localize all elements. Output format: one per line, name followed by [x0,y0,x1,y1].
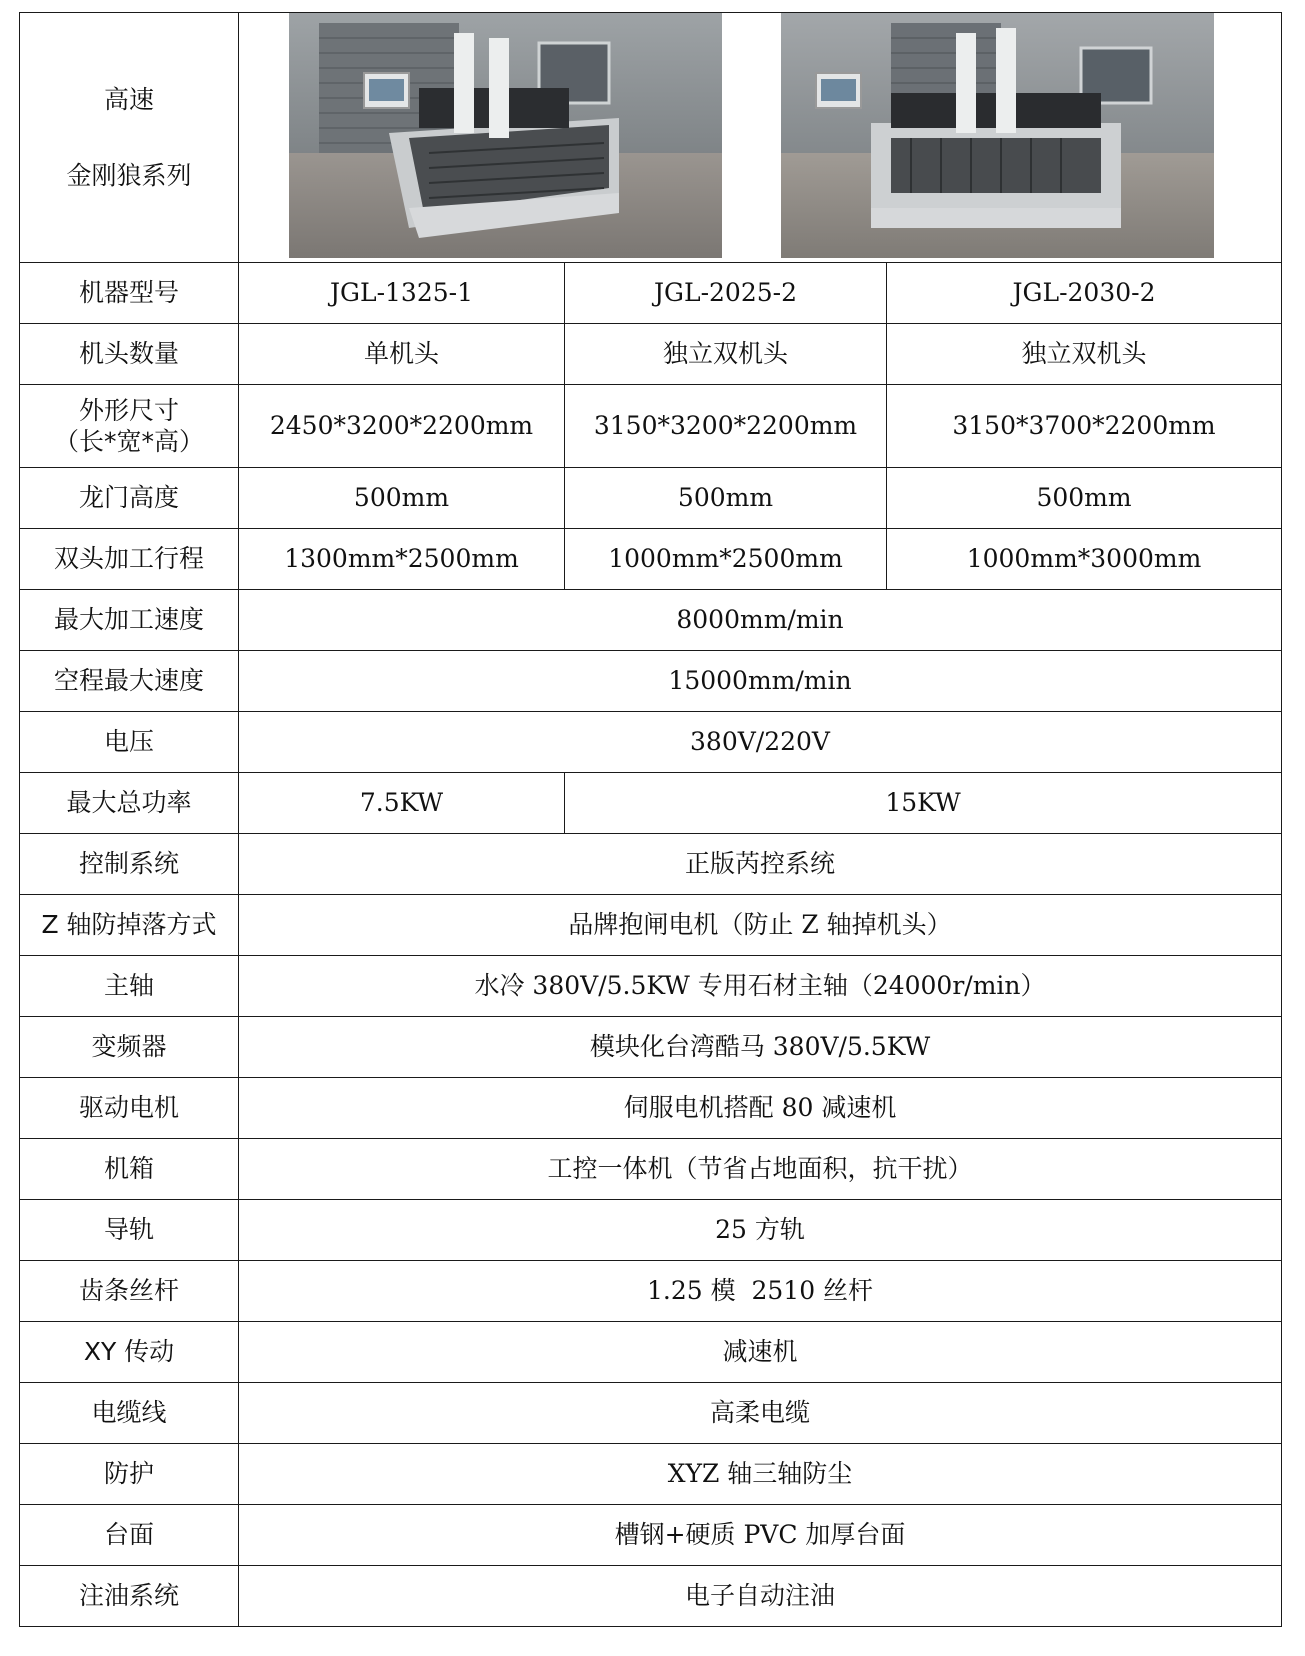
row-rack [20,1261,1282,1322]
row-spindle [20,956,1282,1017]
rack-value: 1.25 模 2510 丝杆 [239,1261,1282,1322]
heads-2030: 独立双机头 [887,324,1282,385]
z-axis-value: 品牌抱闸电机（防止 Z 轴掉机头） [239,895,1282,956]
label-idle-speed: 空程最大速度 [20,651,239,712]
row-idle-speed [20,651,1282,712]
title-line-1: 高速 [103,85,154,115]
label-voltage: 电压 [20,712,239,773]
row-protection [20,1444,1282,1505]
cabinet-value: 工控一体机（节省占地面积，抗干扰） [239,1139,1282,1200]
row-inverter [20,1017,1282,1078]
gantry-2030: 500mm [887,468,1282,529]
header-row [20,13,1282,263]
travel-2030: 1000mm*3000mm [887,529,1282,590]
label-table-top: 台面 [20,1505,239,1566]
model-jgl-2030-2: JGL-2030-2 [887,263,1282,324]
travel-1325: 1300mm*2500mm [239,529,565,590]
row-rail [20,1200,1282,1261]
row-lube [20,1566,1282,1627]
size-1325: 2450*3200*2200mm [239,385,565,468]
label-size [20,385,239,468]
lube-value: 电子自动注油 [239,1566,1282,1627]
spec-table [19,12,1282,1627]
idle-speed-value: 15000mm/min [239,651,1282,712]
label-gantry: 龙门高度 [20,468,239,529]
row-max-speed [20,590,1282,651]
label-lube: 注油系统 [20,1566,239,1627]
row-xy-drive [20,1322,1282,1383]
rail-value: 25 方轨 [239,1200,1282,1261]
label-heads: 机头数量 [20,324,239,385]
label-control: 控制系统 [20,834,239,895]
label-cable: 电缆线 [20,1383,239,1444]
control-value: 正版芮控系统 [239,834,1282,895]
photo-cell [239,13,1282,263]
cable-value: 高柔电缆 [239,1383,1282,1444]
row-z-axis [20,895,1282,956]
row-cabinet [20,1139,1282,1200]
heads-1325: 单机头 [239,324,565,385]
model-jgl-1325-1: JGL-1325-1 [239,263,565,324]
label-spindle: 主轴 [20,956,239,1017]
label-max-speed: 最大加工速度 [20,590,239,651]
travel-2025: 1000mm*2500mm [565,529,887,590]
voltage-value: 380V/220V [239,712,1282,773]
motor-value: 伺服电机搭配 80 减速机 [239,1078,1282,1139]
power-single: 7.5KW [239,773,565,834]
protection-value: XYZ 轴三轴防尘 [239,1444,1282,1505]
label-motor: 驱动电机 [20,1078,239,1139]
label-size-line2: （长*宽*高） [53,427,204,456]
label-travel: 双头加工行程 [20,529,239,590]
title-line-2: 金刚狼系列 [66,160,192,190]
machine-photo-single-head [289,13,722,258]
row-voltage [20,712,1282,773]
table-top-value: 槽钢+硬质 PVC 加厚台面 [239,1505,1282,1566]
xy-drive-value: 减速机 [239,1322,1282,1383]
row-travel [20,529,1282,590]
label-inverter: 变频器 [20,1017,239,1078]
label-z-axis: Z 轴防掉落方式 [20,895,239,956]
label-rack: 齿条丝杆 [20,1261,239,1322]
label-power: 最大总功率 [20,773,239,834]
label-rail: 导轨 [20,1200,239,1261]
heads-2025: 独立双机头 [565,324,887,385]
series-title [20,13,239,263]
size-2030: 3150*3700*2200mm [887,385,1282,468]
label-protection: 防护 [20,1444,239,1505]
row-control [20,834,1282,895]
gantry-1325: 500mm [239,468,565,529]
spindle-value: 水冷 380V/5.5KW 专用石材主轴（24000r/min） [239,956,1282,1017]
label-model: 机器型号 [20,263,239,324]
power-dual: 15KW [565,773,1282,834]
label-cabinet: 机箱 [20,1139,239,1200]
label-xy-drive: XY 传动 [20,1322,239,1383]
model-jgl-2025-2: JGL-2025-2 [565,263,887,324]
row-motor [20,1078,1282,1139]
max-speed-value: 8000mm/min [239,590,1282,651]
size-2025: 3150*3200*2200mm [565,385,887,468]
row-model [20,263,1282,324]
inverter-value: 模块化台湾酷马 380V/5.5KW [239,1017,1282,1078]
row-heads [20,324,1282,385]
label-size-line1: 外形尺寸 [78,395,179,425]
row-table-top [20,1505,1282,1566]
row-cable [20,1383,1282,1444]
row-gantry [20,468,1282,529]
machine-photo-dual-head [781,13,1214,258]
row-size [20,385,1282,468]
gantry-2025: 500mm [565,468,887,529]
row-power [20,773,1282,834]
